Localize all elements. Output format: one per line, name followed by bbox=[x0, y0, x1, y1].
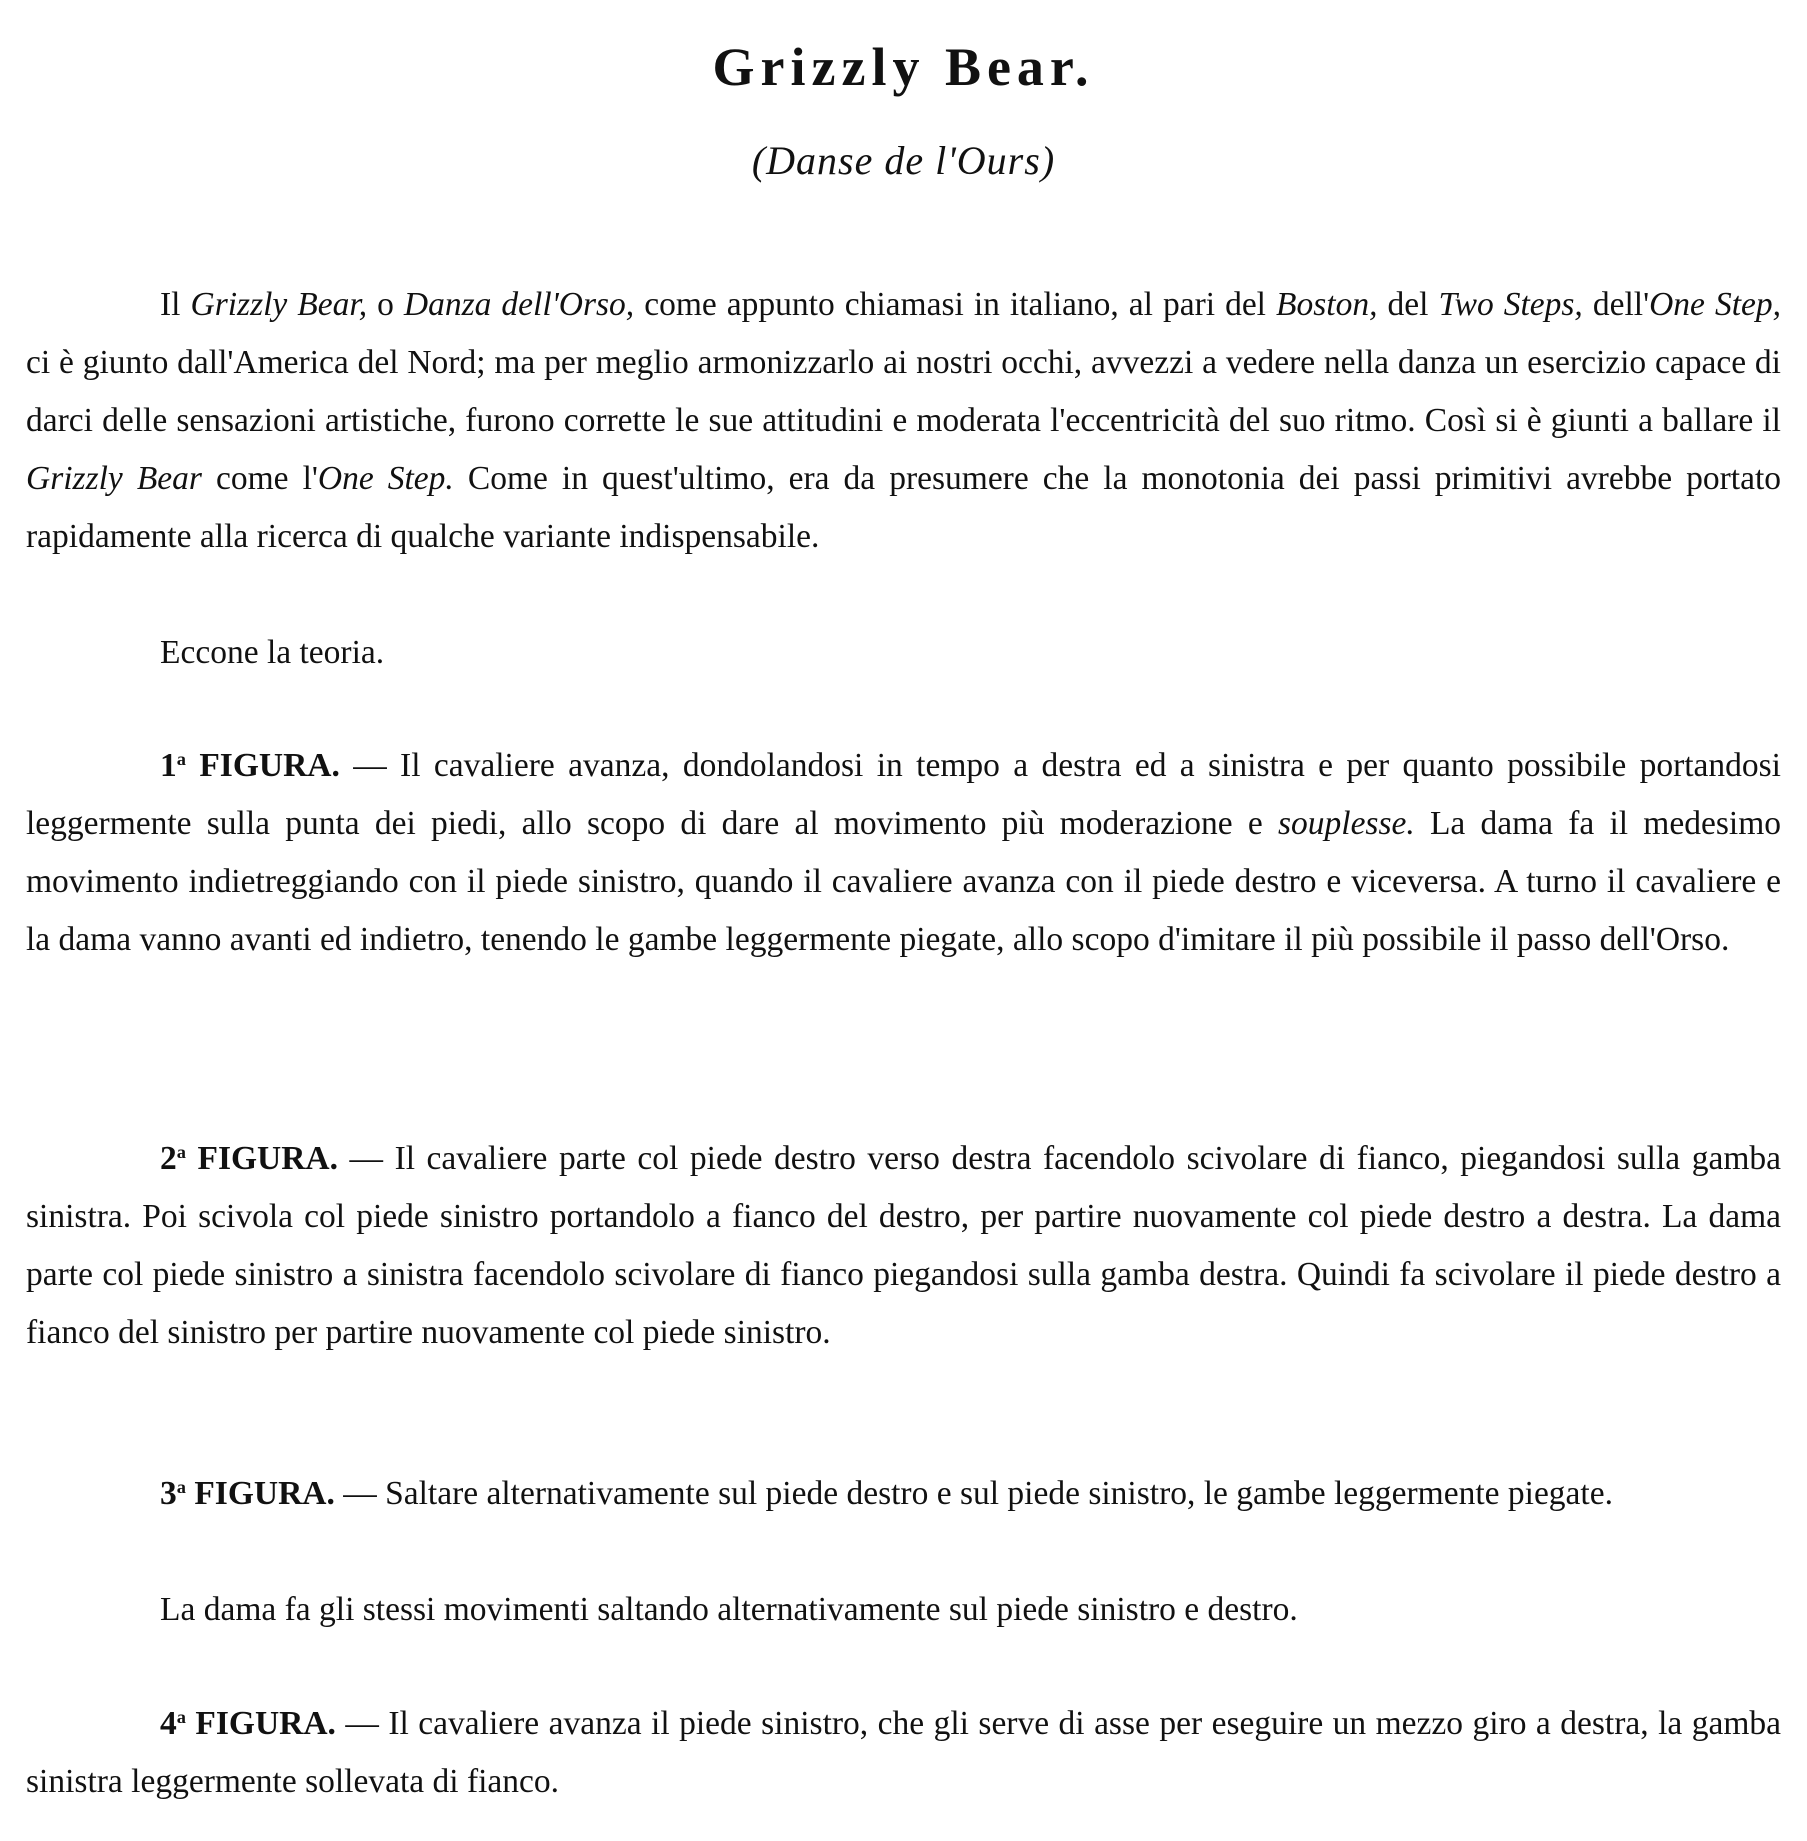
figure-label-text: FIGURA. bbox=[185, 1475, 335, 1512]
figure-number: 1 bbox=[160, 747, 177, 784]
figure-3-label bbox=[160, 1475, 335, 1512]
figure-1-text: — Il cavaliere avanza, dondolandosi in tempo a destra ed a sinistra e per quanto possibile portandosi leggermente sulla punta dei piedi, allo scopo di dare al movimento più moderazione e bbox=[26, 747, 1781, 842]
figure-4-text: — Il cavaliere avanza il piede sinistro, che gli serve di asse per eseguire un mezzo giro a destra, la gamba sinistra leggermente sollevata di fianco. bbox=[26, 1705, 1782, 1800]
figure-3-text: — Saltare alternativamente sul piede destro e sul piede sinistro, le gambe leggermente piegate. bbox=[334, 1475, 1613, 1512]
intro-paragraph bbox=[26, 276, 1781, 566]
figure-4-paragraph bbox=[26, 1695, 1781, 1811]
figure-2-text: — Il cavaliere parte col piede destro verso destra facendolo scivolare di fianco, piegandosi sulla gamba sinistra. Poi scivola col piede sinistro portandolo a fianco del destro, per partire nuovamente col piede destro a destra. La dama parte col piede sinistro a sinistra facendolo scivolare di fianco piegandosi sulla gamba destra. Quindi fa scivolare il piede destro a fianco del sinistro per partire nuovamente col piede sinistro. bbox=[26, 1140, 1781, 1351]
intro-text: Come in quest'ultimo, era da presumere che la monotonia dei passi primitivi avrebbe portato rapidamente alla ricerca di qualche variante indispensabile. bbox=[26, 460, 1782, 555]
figure-label-text: FIGURA. bbox=[185, 1705, 336, 1742]
figure-3-paragraph bbox=[26, 1465, 1781, 1523]
theory-line: Eccone la teoria. bbox=[160, 634, 385, 671]
document-page bbox=[26, 0, 1781, 1841]
intro-text: come appunto chiamasi in italiano, al pari del bbox=[634, 286, 1277, 323]
intro-term: One Step. bbox=[317, 460, 454, 497]
figure-ordinal: a bbox=[176, 1476, 186, 1497]
figure-4-label bbox=[160, 1705, 336, 1742]
intro-text: Il bbox=[160, 286, 191, 323]
intro-term: One Step, bbox=[1649, 286, 1781, 323]
figure-3-follow-paragraph: La dama fa gli stessi movimenti saltando alternativamente sul piede sinistro e destro. bbox=[160, 1591, 1298, 1628]
intro-text: del bbox=[1377, 286, 1439, 323]
page-subtitle: (Danse de l'Ours) bbox=[751, 138, 1056, 183]
figure-1-label bbox=[160, 747, 340, 784]
figure-number: 2 bbox=[160, 1140, 177, 1177]
intro-text: dell' bbox=[1582, 286, 1650, 323]
figure-number: 4 bbox=[160, 1705, 177, 1742]
figure-1-paragraph bbox=[26, 737, 1781, 969]
intro-text: come l' bbox=[201, 460, 318, 497]
figure-2-paragraph bbox=[26, 1130, 1781, 1362]
figure-1-text-end: La dama fa il medesimo movimento indietreggiando con il piede sinistro, quando il cavaliere avanza con il piede destro e viceversa. A turno il cavaliere e la dama vanno avanti ed indietro, tenendo le gambe leggermente piegate, allo scopo d'imitare il più possibile il passo dell'Orso. bbox=[26, 805, 1781, 958]
figure-1-term: souplesse. bbox=[1277, 805, 1415, 842]
page-title: Grizzly Bear. bbox=[712, 37, 1095, 97]
intro-term: Two Steps, bbox=[1438, 286, 1583, 323]
figure-label-text: FIGURA. bbox=[185, 1140, 338, 1177]
intro-term: Grizzly Bear bbox=[26, 460, 202, 497]
figure-2-label bbox=[160, 1140, 338, 1177]
intro-text: ci è giunto dall'America del Nord; ma per meglio armonizzarlo ai nostri occhi, avvezzi a vedere nella danza un esercizio capace di darci delle sensazioni artistiche, furono corrette le sue attitudini e moderata l'eccentricità del suo ritmo. Così si è giunti a ballare il bbox=[26, 344, 1781, 439]
intro-term: Boston, bbox=[1276, 286, 1378, 323]
figure-label-text: FIGURA. bbox=[185, 747, 340, 784]
intro-term: Grizzly Bear, bbox=[190, 286, 368, 323]
figure-number: 3 bbox=[160, 1475, 177, 1512]
intro-text: o bbox=[367, 286, 404, 323]
figure-ordinal: a bbox=[176, 1706, 186, 1727]
figure-ordinal: a bbox=[176, 748, 186, 769]
figure-ordinal: a bbox=[176, 1141, 186, 1162]
intro-term: Danza dell'Orso, bbox=[403, 286, 635, 323]
